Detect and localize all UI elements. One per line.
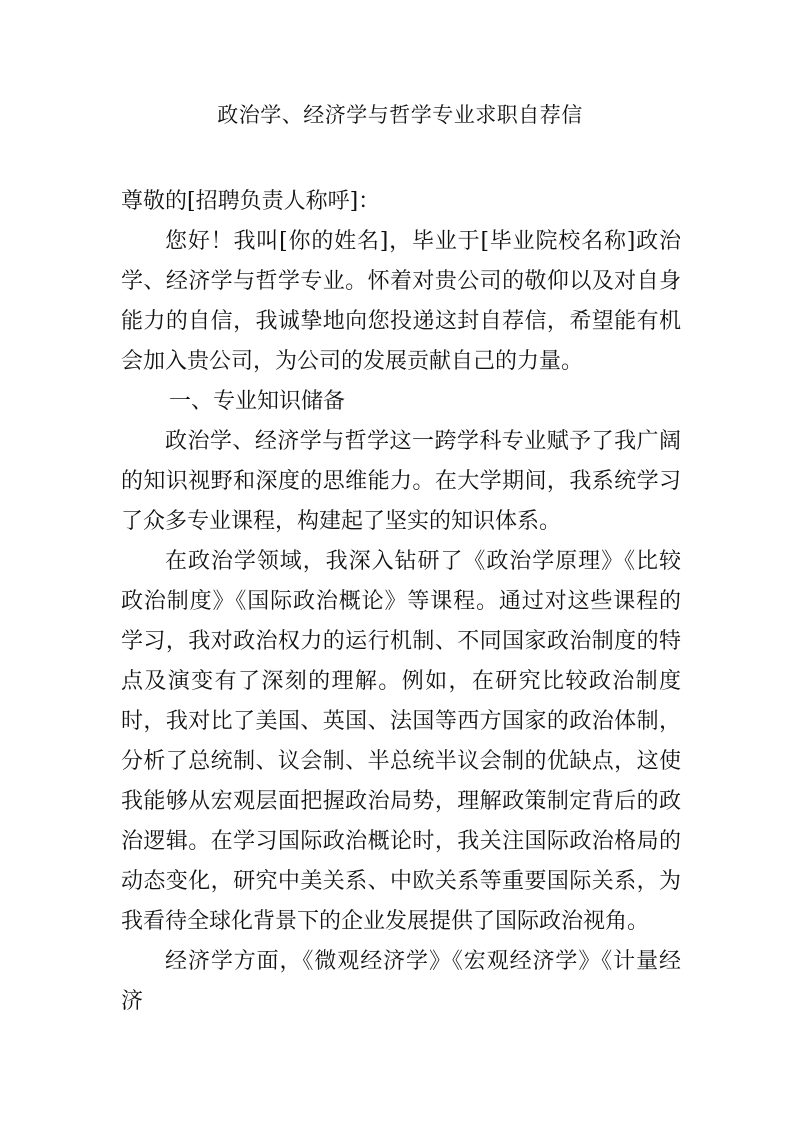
letter-body xyxy=(121,182,681,1022)
knowledge-paragraph-politics: 在政治学领域，我深入钻研了《政治学原理》《比较政治制度》《国际政治概论》等课程。通过对这些课程的学习，我对政治权力的运行机制、不同国家政治制度的特点及演变有了深刻的理解。例如，在研究比较政治制度时，我对比了美国、英国、法国等西方国家的政治体制，分析了总统制、议会制、半总统半议会制的优缺点，这使我能够从宏观层面把握政治局势，理解政策制定背后的政治逻辑。在学习国际政治概论时，我关注国际政治格局的动态变化，研究中美关系、中欧关系等重要国际关系，为我看待全球化背景下的企业发展提供了国际政治视角。 xyxy=(121,549,681,934)
document-title: 政治学、经济学与哲学专业求职自荐信 xyxy=(217,103,583,127)
knowledge-paragraph-economics: 经济学方面，《微观经济学》《宏观经济学》《计量经济 xyxy=(121,949,681,1014)
intro-paragraph: 您好！我叫[你的姓名]，毕业于[毕业院校名称]政治学、经济学与哲学专业。怀着对贵公司的敬仰以及对自身能力的自信，我诚挚地向您投递这封自荐信，希望能有机会加入贵公司，为公司的发展贡献自己的力量。 xyxy=(121,229,681,374)
knowledge-paragraph-1: 政治学、经济学与哲学这一跨学科专业赋予了我广阔的知识视野和深度的思维能力。在大学期间，我系统学习了众多专业课程，构建起了坚实的知识体系。 xyxy=(121,429,681,534)
salutation: 尊敬的[招聘负责人称呼]： xyxy=(121,189,381,214)
section-heading-knowledge: 一、专业知识储备 xyxy=(169,389,346,414)
